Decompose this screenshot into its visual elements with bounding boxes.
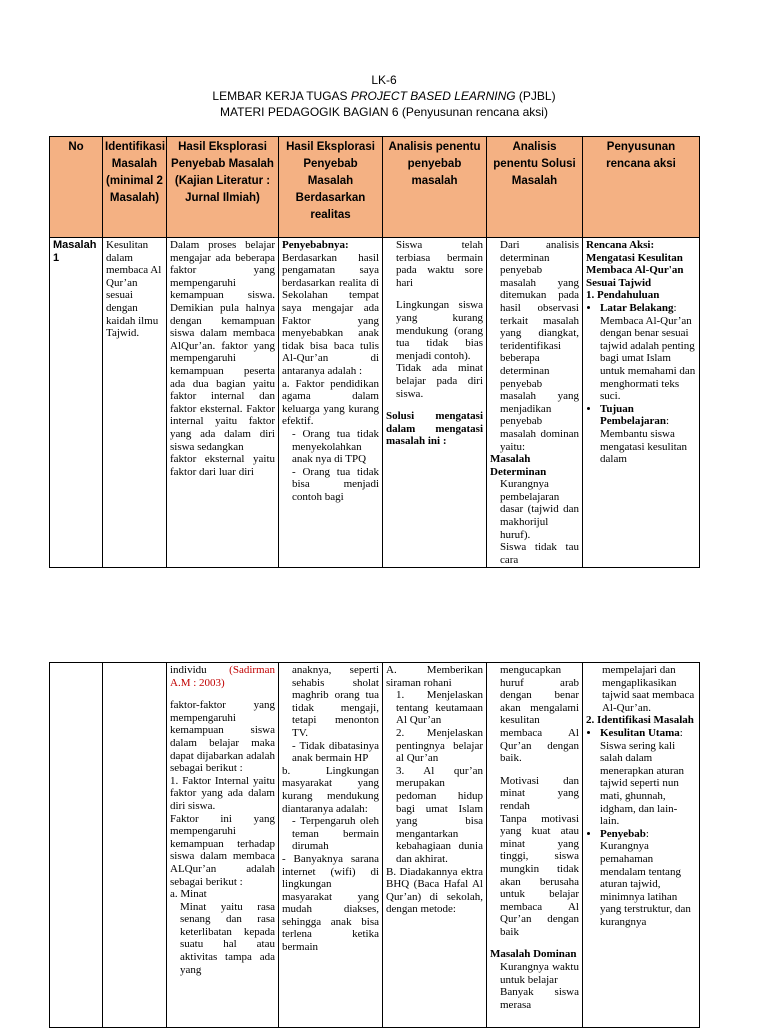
table-row <box>50 663 700 1028</box>
citation: (Sadirman A.M : 2003) <box>170 664 275 689</box>
col-header-analisis-solusi: Analisis penentu Solusi Masalah <box>487 137 583 238</box>
list-item: • Kesulitan Utama: Siswa sering kali salah dalam menerapkan aturan tajwid seperti nun mati, ghunnah, idgham, dan lain-lain. <box>600 727 696 828</box>
cell-rencana: Rencana Aksi: Mengatasi Kesulitan Membaca Al-Qur'an Sesuai Tajwid 1. Pendahuluan • Latar Belakang: Membaca Al-Qur’an dengan benar sesuai tajwid adalah penting bagi umat Islam untuk memahami dan menghormati teks suci. • Tujuan Pembelajaran: Membantu siswa mengatasi kesulitan dalam <box>583 238 700 568</box>
cell-analisis-penyebab: Siswa telah terbiasa bermain pada waktu sore hari Lingkungan siswa yang kurang mendukung (orang tua tidak bias menjadi contoh). Tidak ada minat belajar pada diri siswa. Solusi mengatasi dalam mengatasi masalah ini : <box>383 238 487 568</box>
doc-code: LK-6 <box>371 73 397 87</box>
cell-identifikasi-empty <box>103 663 167 1028</box>
list-item: • Latar Belakang: Membaca Al-Qur’an dengan benar sesuai tajwid adalah penting bagi umat Islam untuk memahami dan menghormati teks suci. <box>600 302 696 403</box>
cell-identifikasi: Kesulitan dalam membaca Al Qur’an sesuai dengan kaidah ilmu Tajwid. <box>103 238 167 568</box>
cell-realitas: anaknya, seperti sehabis sholat maghrib orang tua tidak mengaji, tetapi menonton TV. - Tidak dibatasinya anak bermain HP b. Lingkungan masyarakat yang kurang mendukung diantaranya adalah: - Terpengaruh oleh teman bermain dirumah - Banyaknya sarana internet (wifi) di lingkungan masyarakat yang mudah diakses, sehingga anak bisa terlena ketika bermain <box>279 663 383 1028</box>
cell-rencana: mempelajari dan mengaplikasikan tajwid saat membaca Al-Qur’an. 2. Identifikasi Masalah • Kesulitan Utama: Siswa sering kali salah dalam menerapkan aturan tajwid seperti nun mati, ghunnah, idgham, dan lain-lain. • Penyebab: Kurangnya pemahaman mendalam tentang aturan tajwid, minimnya latihan yang terstruktur, dan kurangnya <box>583 663 700 1028</box>
worksheet-table-page2 <box>49 662 700 1028</box>
cell-realitas: Penyebabnya: Berdasarkan hasil pengamatan saya berdasarkan realita di Sekolahan tempat saya mengajar ada Faktor yang menyebabkan anak tidak bisa baca tulis Al-Qur’an di antaranya adalah : a. Faktor pendidikan agama dalam keluarga yang kurang efektif. - Orang tua tidak menyekolahkan anak nya di TPQ - Orang tua tidak bisa menjadi contoh bagi <box>279 238 383 568</box>
col-header-no: No <box>50 137 103 238</box>
cell-analisis-solusi: mengucapkan huruf arab dengan benar akan mengalami kesulitan membaca Al Qur’an dengan baik. Motivasi dan minat yang rendah Tanpa motivasi yang kuat atau minat yang tinggi, siswa mungkin tidak akan berusaha untuk belajar membaca Al Qur’an dengan baik Masalah Dominan Kurangnya waktu untuk belajar Banyak siswa merasa <box>487 663 583 1028</box>
list-item: • Tujuan Pembelajaran: Membantu siswa mengatasi kesulitan dalam <box>600 403 696 466</box>
col-header-analisis-penyebab: Analisis penentu penyebab masalah <box>383 137 487 238</box>
doc-subtitle: MATERI PEDAGOGIK BAGIAN 6 (Penyusunan rencana aksi) <box>220 105 548 119</box>
col-header-realitas: Hasil Eksplorasi Penyebab Masalah Berdasarkan realitas <box>279 137 383 238</box>
list-item: • Penyebab: Kurangnya pemahaman mendalam tentang aturan tajwid, minimnya latihan yang terstruktur, dan kurangnya <box>600 828 696 929</box>
cell-literatur: individu (Sadirman A.M : 2003) faktor-faktor yang mempengaruhi kemampuan siswa dalam belajar maka dapat dijabarkan adalah sebagai berikut : 1. Faktor Internal yaitu faktor yang ada dalam diri siswa. Faktor ini yang mempengaruhi kemampuan terhadap siswa dalam membaca ALQur’an adalah sebagai berikut : a. Minat Minat yaitu rasa senang dan rasa keterlibatan kepada suatu hal atau aktivitas tampa ada yang <box>167 663 279 1028</box>
col-header-rencana: Penyusunan rencana aksi <box>583 137 700 238</box>
col-header-literatur: Hasil Eksplorasi Penyebab Masalah (Kajian Literatur : Jurnal Ilmiah) <box>167 137 279 238</box>
doc-title: LEMBAR KERJA TUGAS PROJECT BASED LEARNING (PJBL) <box>212 89 556 103</box>
col-header-identifikasi: Identifikasi Masalah (minimal 2 Masalah) <box>103 137 167 238</box>
row-label: Masalah 1 <box>50 238 103 568</box>
table-row <box>50 238 700 568</box>
worksheet-table-page1 <box>49 136 700 568</box>
cell-literatur: Dalam proses belajar mengajar ada beberapa faktor yang mempengaruhi kemampuan siswa. Demikian pula halnya dengan kemampuan siswa dalam membaca AlQur’an. faktor yang mempengaruhi kemampuan peserta ada dua bagian yaitu faktor internal dan faktor eksternal. Faktor internal yaitu faktor yang ada dalam diri siswa sedangkan faktor eksternal yaitu faktor dari luar diri <box>167 238 279 568</box>
cell-analisis-penyebab: A. Memberikan siraman rohani 1. Menjelaskan tentang keutamaan Al Qur’an 2. Menjelaskan pentingnya belajar al Qur’an 3. Al qur’an merupakan pedoman hidup bagi umat Islam yang bisa mengantarkan kebahagiaan dunia dan akhirat. B. Diadakannya ektra BHQ (Baca Hafal Al Qur’an) di sekolah, dengan metode: <box>383 663 487 1028</box>
cell-analisis-solusi: Dari analisis determinan penyebab masalah yang ditemukan pada hasil observasi terkait masalah yang diangkat, teridentifikasi beberapa determinan penyebab masalah yang menjadikan penyebab masalah dominan yaitu: Masalah Determinan Kurangnya pembelajaran dasar (tajwid dan makhorijul huruf). Siswa tidak tau cara <box>487 238 583 568</box>
cell-no-empty <box>50 663 103 1028</box>
table-header-row <box>50 137 700 238</box>
